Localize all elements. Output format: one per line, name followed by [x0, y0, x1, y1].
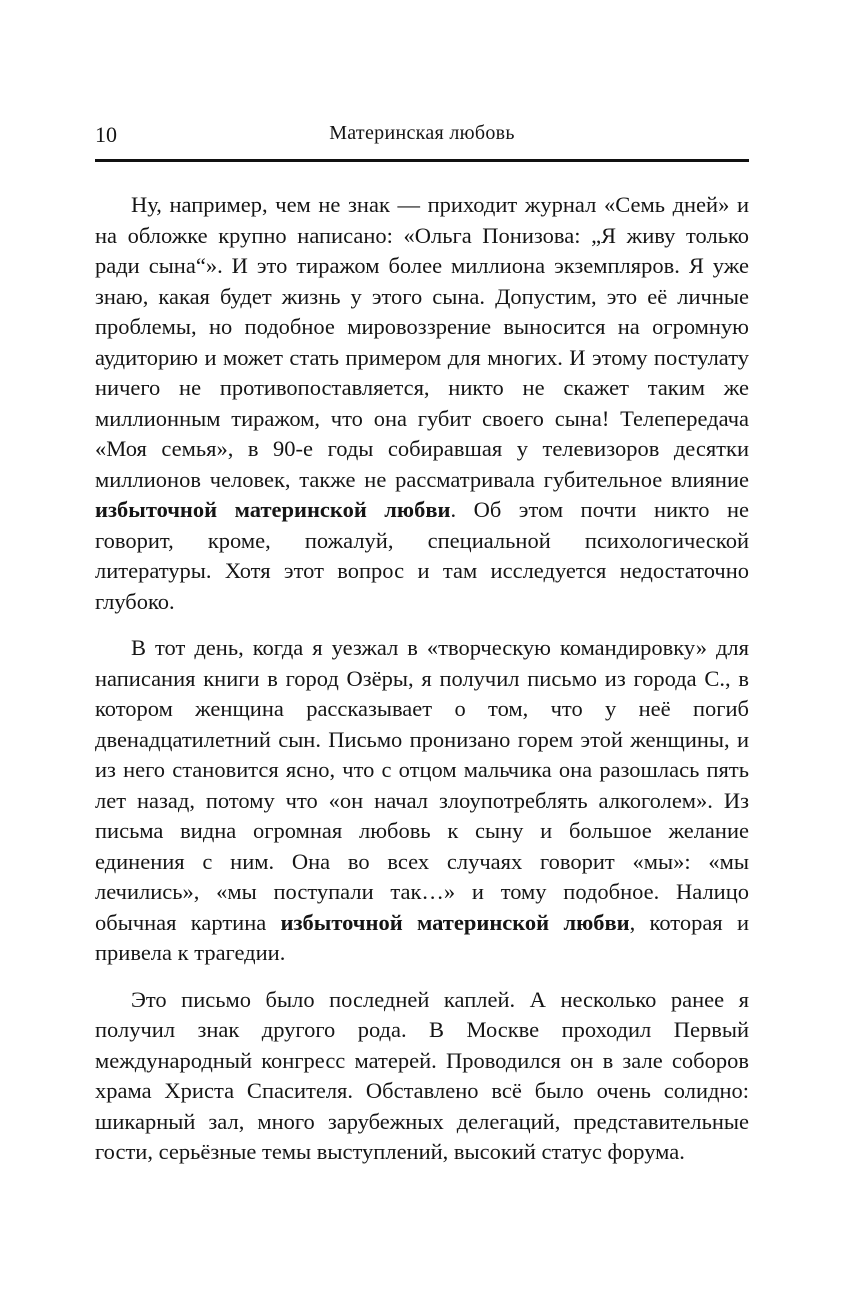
- page-header: [95, 122, 749, 152]
- paragraph-3: [95, 985, 749, 1168]
- paragraph-text: Ну, например, чем не знак — приходит журнал «Семь дней» и на обложке крупно написано: «Ольга Понизова: „Я живу только ради сына“». И это тиражом более миллиона экземпляров. Я уже знаю, какая будет жизнь у этого сына. Допустим, это её личные проблемы, но подобное мировоззрение выносится на огромную аудиторию и может стать примером для многих. И этому постулату ничего не противопоставляется, никто не скажет таким же миллионным тиражом, что она губит своего сына! Телепередача «Моя семья», в 90-е годы собиравшая у телевизоров десятки миллионов человек, также не рассматривала губительное влияние: [95, 192, 749, 492]
- paragraph-text: В тот день, когда я уезжал в «творческую командировку» для написания книги в город Озёры, я получил письмо из города С., в котором женщина рассказывает о том, что у неё погиб двенадцатилетний сын. Письмо пронизано горем этой женщины, и из него становится ясно, что с отцом мальчика она разошлась пять лет назад, потому что «он начал злоупотреблять алкоголем». Из письма видна огромная любовь к сыну и большое желание единения с ним. Она во всех случаях говорит «мы»: «мы лечились», «мы поступали так…» и тому подобное. Налицо обычная картина: [95, 635, 749, 935]
- emphasis-text: избыточной материнской любви: [280, 909, 630, 935]
- page-number: 10: [95, 122, 117, 147]
- paragraph-text: . Об этом почти никто не говорит, кроме, пожалуй, специальной психологической литературы. Хотя этот вопрос и там исследуется недостаточно глубоко.: [95, 497, 749, 614]
- paragraph-text: , которая и привела к трагедии.: [95, 909, 749, 965]
- paragraph-2: [95, 633, 749, 969]
- running-title: Материнская любовь: [329, 122, 515, 144]
- paragraph-text: Это письмо было последней каплей. А несколько ранее я получил знак другого рода. В Москве проходил Первый международный конгресс матерей. Проводился он в зале соборов храма Христа Спасителя. Обставлено всё было очень солидно: шикарный зал, много зарубежных делегаций, представительные гости, серьёзные темы выступлений, высокий статус форума.: [95, 986, 749, 1164]
- emphasis-text: избыточной материнской любви: [95, 497, 451, 522]
- header-rule: [95, 159, 749, 162]
- paragraph-1: [95, 190, 749, 617]
- page-body: [95, 190, 749, 1168]
